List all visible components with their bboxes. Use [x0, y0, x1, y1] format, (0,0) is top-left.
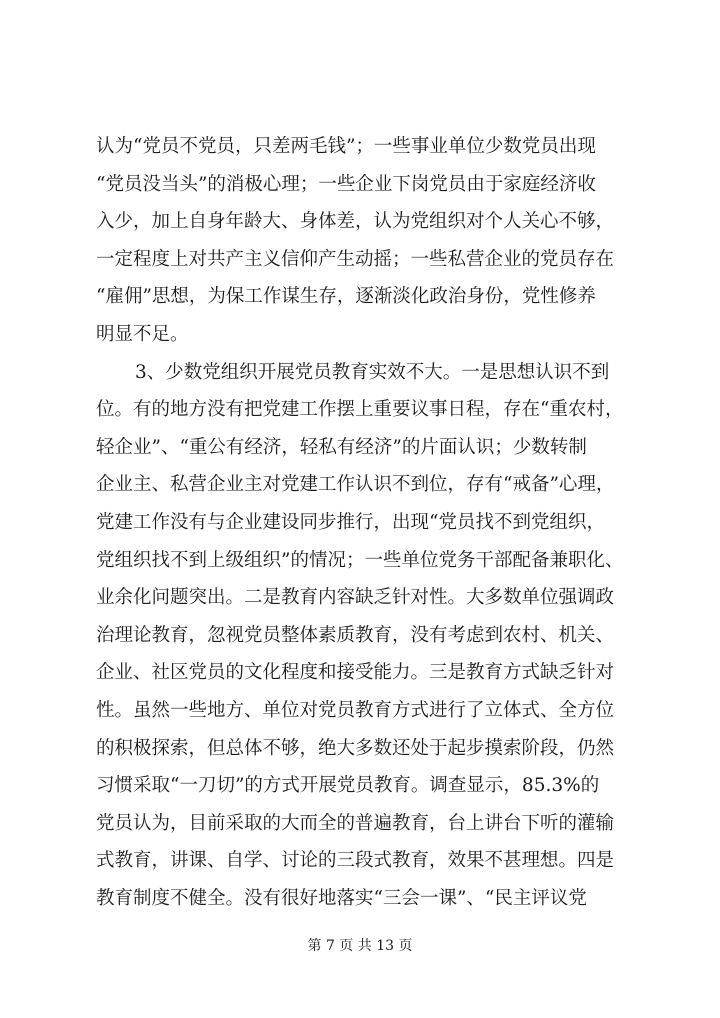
text-line-6: 明显不足。 [96, 323, 189, 345]
text-line-21: 教育制度不健全。没有很好地落实“三会一课”、“民主评议党 [96, 887, 587, 909]
text-line-18: 习惯采取“一刀切”的方式开展党员教育。调查显示，85.3%的 [96, 775, 600, 797]
text-line-14: 治理论教育，忽视党员整体素质教育，没有考虑到农村、机关、 [96, 624, 615, 646]
page-number-footer: 第 7 页 共 13 页 [307, 938, 413, 954]
text-line-10: 企业主、私营企业主对党建工作认识不到位，存有“戒备”心理， [96, 474, 615, 496]
document-body [96, 128, 628, 917]
text-line-17: 的积极探索，但总体不够，绝大多数还处于起步摸索阶段，仍然 [96, 737, 615, 759]
text-line-16: 性。虽然一些地方、单位对党员教育方式进行了立体式、全方位 [96, 699, 615, 721]
text-line-5: “雇佣”思想，为保工作谋生存，逐渐淡化政治身份，党性修养 [96, 286, 596, 308]
text-line-3: 入少，加上自身年龄大、身体差，认为党组织对个人关心不够， [96, 211, 615, 233]
text-line-4: 一定程度上对共产主义信仰产生动摇；一些私营企业的党员存在 [96, 248, 615, 270]
text-line-7: 3、少数党组织开展党员教育实效不大。一是思想认识不到 [135, 361, 610, 383]
text-line-15: 企业、社区党员的文化程度和接受能力。三是教育方式缺乏针对 [96, 662, 615, 684]
text-line-20: 式教育，讲课、自学、讨论的三段式教育，效果不甚理想。四是 [96, 850, 615, 872]
text-line-8: 位。有的地方没有把党建工作摆上重要议事日程，存在“重农村， [96, 399, 624, 421]
text-line-13: 业余化问题突出。二是教育内容缺乏针对性。大多数单位强调政 [96, 587, 615, 609]
text-line-11: 党建工作没有与企业建设同步推行，出现“党员找不到党组织， [96, 511, 605, 533]
text-line-1: 认为“党员不党员，只差两毛钱”；一些事业单位少数党员出现 [96, 136, 596, 157]
text-line-9: 轻企业”、“重公有经济，轻私有经济”的片面认识；少数转制 [96, 436, 587, 458]
text-line-19: 党员认为，目前采取的大而全的普遍教育，台上讲台下听的灌输 [96, 812, 615, 834]
text-line-2: “党员没当头”的消极心理；一些企业下岗党员由于家庭经济收 [96, 173, 596, 195]
text-line-12: 党组织找不到上级组织”的情况；一些单位党务干部配备兼职化、 [96, 549, 624, 571]
